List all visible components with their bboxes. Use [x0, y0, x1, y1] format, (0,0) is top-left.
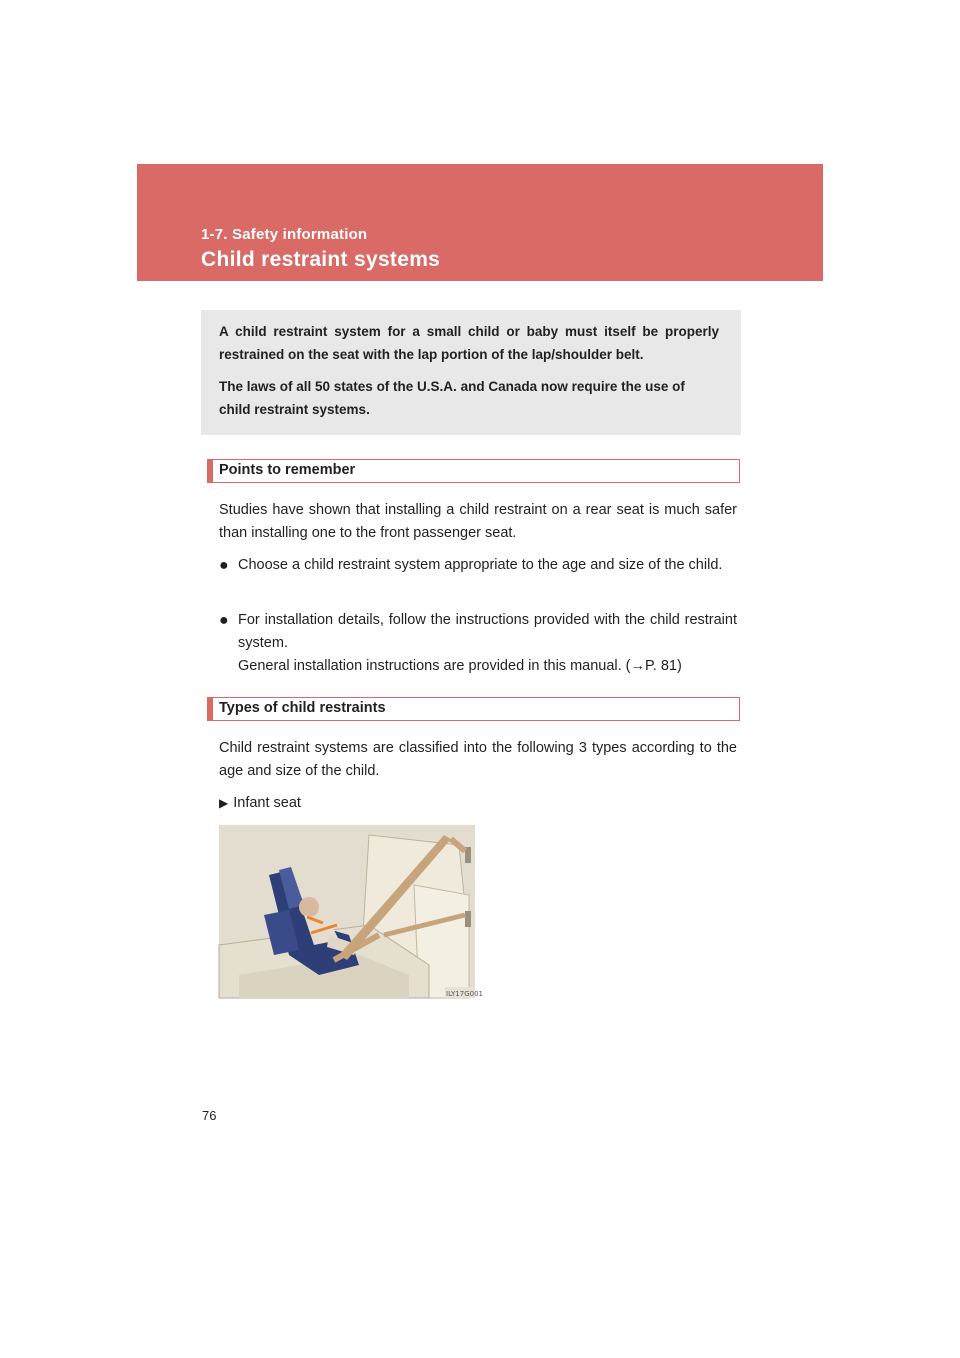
points-heading: Points to remember [207, 459, 740, 483]
types-text: Child restraint systems are classified into the following 3 types according to the age and size of the child. [219, 740, 737, 779]
infant-seat-illustration [219, 825, 484, 998]
bullet-item [219, 609, 737, 678]
intro-paragraph-1: A child restraint system for a small child or baby must itself be properly restrained on the seat with the lap portion of the lap/shoulder belt. [219, 324, 719, 362]
triangle-right-icon: ▶ [219, 796, 229, 810]
bullet-item [219, 554, 737, 577]
bullet-text: Choose a child restraint system appropriate to the age and size of the child. [238, 557, 723, 573]
list-item-infant-seat [219, 793, 301, 813]
bullet-text: For installation details, follow the instructions provided with the child restraint system. [238, 612, 737, 651]
intro-paragraph-2: The laws of all 50 states of the U.S.A. and Canada now require the use of child restraint systems. [219, 379, 685, 417]
page-title: Child restraint systems [201, 248, 441, 271]
list-item-label: Infant seat [233, 795, 301, 811]
points-text: Studies have shown that installing a child restraint on a rear seat is much safer than installing one to the front passenger seat. [219, 502, 737, 541]
types-heading: Types of child restraints [207, 697, 740, 721]
bullet-text-continued: General installation instructions are provided in this manual. (→P. 81) [238, 658, 682, 674]
section-label: 1-7. Safety information [201, 226, 368, 243]
bullet-dot-icon: ● [219, 557, 229, 574]
header-band [137, 164, 823, 281]
figure-code: ILY17G001 [446, 990, 484, 998]
intro-box [201, 310, 741, 435]
bullet-dot-icon: ● [219, 612, 229, 629]
page-number: 76 [202, 1108, 217, 1123]
